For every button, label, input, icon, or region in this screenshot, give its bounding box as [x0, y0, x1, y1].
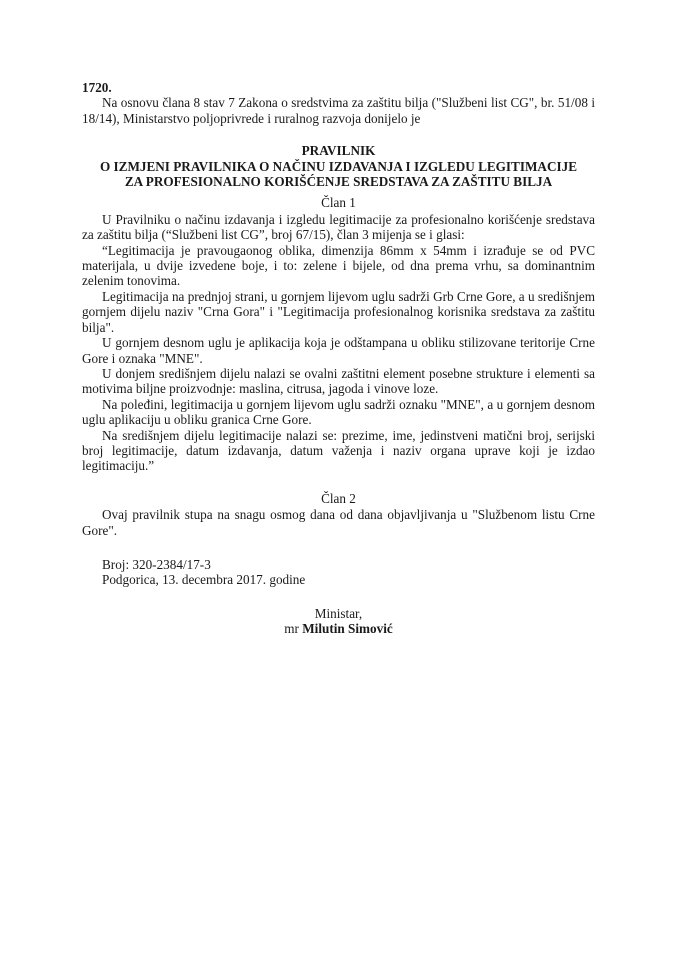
signatory [82, 621, 595, 636]
article-1-paragraph: Na poleđini, legitimacija u gornjem lijevom uglu sadrži oznaku "MNE", a u gornjem desnom uglu aplikaciju u obliku granica Crne Gore. [82, 396, 595, 428]
article-1-paragraph: U donjem središnjem dijelu nalazi se ovalni zaštitni element posebne strukture i elementi sa motivima biljne proizvodnje: maslina, citrusa, jagoda i vinove loze. [82, 365, 595, 397]
signatory-name: Milutin Simović [302, 621, 393, 637]
signatory-role: Ministar, [314, 605, 363, 621]
signature-block [82, 606, 595, 637]
document-footer [82, 557, 595, 588]
article-1-paragraph: U gornjem desnom uglu je aplikacija koja je odštampana u obliku stilizovane teritorije Crne Gore i oznaka "MNE". [82, 335, 595, 366]
article-2-heading: Član 2 [321, 490, 356, 506]
article-2-paragraph: Ovaj pravilnik stupa na snagu osmog dana od dana objavljivanja u "Službenom listu Crne Gore". [82, 507, 595, 538]
title-line-1: PRAVILNIK [301, 143, 376, 159]
article-1-paragraph: U Pravilniku o načinu izdavanja i izgledu legitimacije za profesionalno korišćenje sredstava za zaštitu bilja (“Službeni list CG”, broj 67/15), član 3 mijenja se i glasi: [82, 211, 595, 243]
article-1-paragraph: “Legitimacija je pravougaonog oblika, dimenzija 86mm x 54mm i izrađuje se od PVC materijala, u dvije izvedene boje, i to: zelene i bijele, od dna prema vrhu, sa dominantnim zelenim tonovima. [82, 242, 595, 289]
article-1-paragraph: Legitimacija na prednjoj strani, u gornjem lijevom uglu sadrži Grb Crne Gore, a u središnjem gornjem dijelu naziv "Crna Gora" i "Legitimacija profesionalnog korisnika sredstava za zaštitu bilja". [82, 288, 595, 335]
signatory-prefix: mr [284, 621, 303, 637]
document-title [82, 143, 595, 189]
reference-number: Broj: 320-2384/17-3 [102, 556, 211, 572]
document-page [82, 80, 595, 637]
title-line-2: O IZMJENI PRAVILNIKA O NAČINU IZDAVANJA I IZGLEDU LEGITIMACIJE [99, 158, 578, 174]
article-1-paragraph: Na središnjem dijelu legitimacije nalazi se: prezime, ime, jedinstveni matični broj, serijski broj legitimacije, datum izdavanja, datum važenja i naziv organa uprave koji je izdao legitimaciju.” [82, 427, 595, 474]
title-line-3: ZA PROFESIONALNO KORIŠĆENJE SREDSTAVA ZA ZAŠTITU BILJA [124, 174, 553, 190]
article-1-heading: Član 1 [321, 195, 356, 211]
place-date: Podgorica, 13. decembra 2017. godine [102, 572, 306, 588]
preamble: Na osnovu člana 8 stav 7 Zakona o sredstvima za zaštitu bilja ("Službeni list CG", br. 51/08 i 18/14), Ministarstvo poljoprivrede i ruralnog razvoja donijelo je [82, 95, 595, 126]
document-number: 1720. [82, 80, 112, 95]
